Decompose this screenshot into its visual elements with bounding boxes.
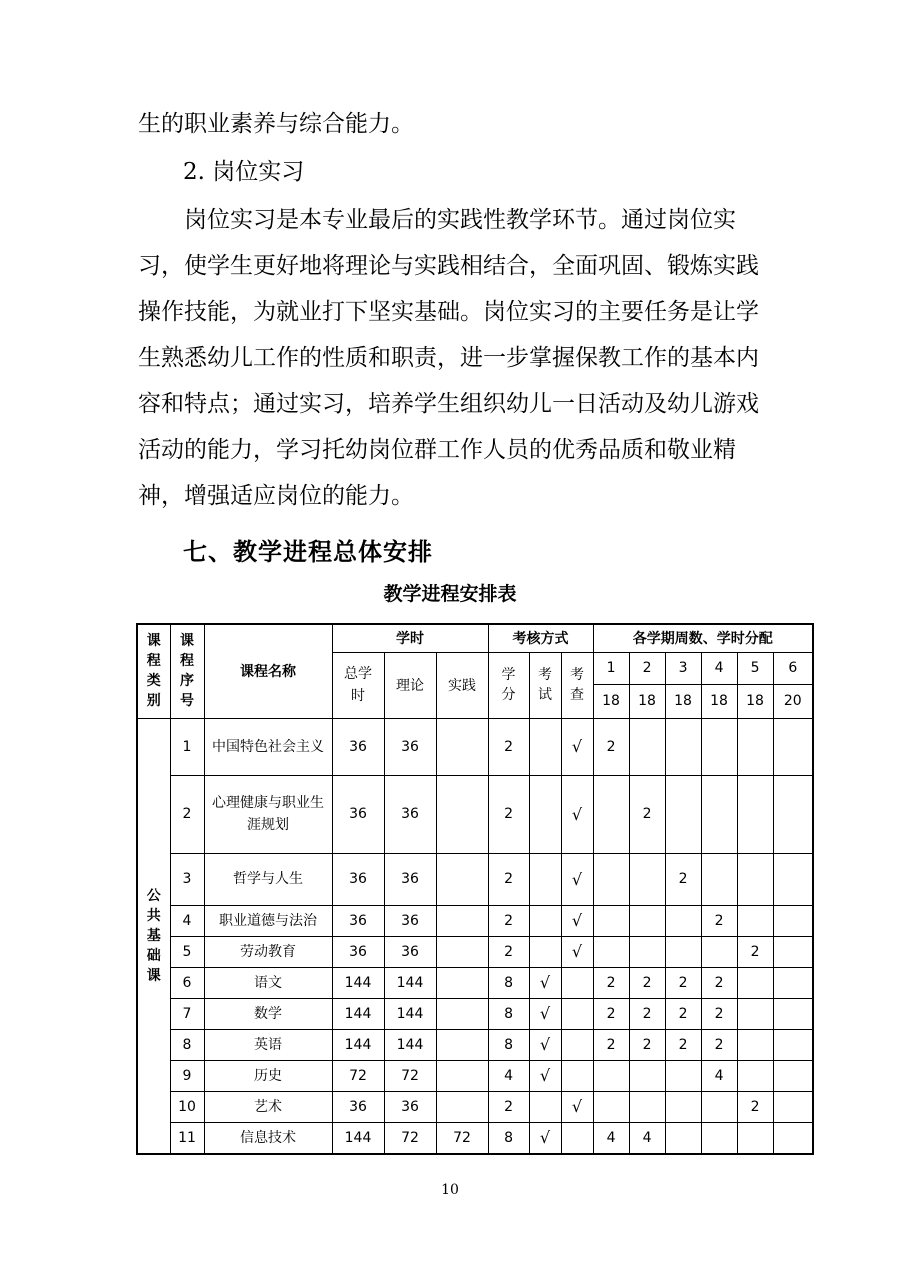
semester-hours-cell (629, 936, 665, 967)
total-hours-cell: 36 (332, 905, 384, 936)
course-number-cell: 11 (170, 1122, 204, 1154)
semester-hours-cell (629, 718, 665, 775)
theory-hours-cell: 36 (384, 853, 436, 905)
total-hours-cell: 72 (332, 1060, 384, 1091)
course-name: 心理健康与职业生涯规划 (212, 795, 324, 833)
semester-hours-cell (629, 1060, 665, 1091)
semester-hours-cell (773, 1091, 813, 1122)
total-hours-cell: 36 (332, 718, 384, 775)
total-hours-cell: 36 (332, 853, 384, 905)
course-name: 劳动教育 (240, 943, 296, 960)
semester-hours-cell (665, 1060, 701, 1091)
credits-cell: 8 (488, 998, 529, 1029)
check-cell: √ (561, 775, 593, 853)
semester-hours-cell: 2 (665, 1029, 701, 1060)
course-number-cell: 5 (170, 936, 204, 967)
semester-hours-cell (737, 1060, 773, 1091)
semester-number: 4 (701, 652, 737, 684)
table-title: 教学进程安排表 (383, 583, 517, 605)
practice-hours-cell (436, 998, 488, 1029)
header-assessment: 考核方式 (488, 624, 593, 652)
semester-hours-cell (773, 936, 813, 967)
course-number-cell: 3 (170, 853, 204, 905)
course-name-cell (204, 905, 332, 936)
semester-hours-cell (737, 1122, 773, 1154)
course-name: 中国特色社会主义 (212, 738, 324, 755)
semester-number: 5 (737, 652, 773, 684)
semester-hours-cell (773, 967, 813, 998)
practice-hours-cell (436, 936, 488, 967)
theory-hours-cell: 36 (384, 936, 436, 967)
course-name-cell (204, 775, 332, 853)
course-name-cell (204, 1091, 332, 1122)
semester-weeks: 18 (665, 684, 701, 718)
credits-cell: 2 (488, 1091, 529, 1122)
semester-hours-cell (629, 905, 665, 936)
course-name: 历史 (254, 1067, 282, 1084)
header-name: 课程名称 (204, 624, 332, 718)
semester-hours-cell: 2 (629, 998, 665, 1029)
semester-hours-cell (737, 718, 773, 775)
table-row (137, 905, 813, 936)
table-row (137, 1029, 813, 1060)
total-hours-cell: 144 (332, 998, 384, 1029)
category-cell (137, 718, 170, 1154)
semester-weeks: 18 (629, 684, 665, 718)
semester-hours-cell (701, 1122, 737, 1154)
check-cell (561, 1122, 593, 1154)
course-name: 哲学与人生 (233, 871, 303, 887)
semester-weeks: 20 (773, 684, 813, 718)
semester-hours-cell (593, 775, 629, 853)
course-name: 艺术 (254, 1098, 282, 1115)
semester-hours-cell (737, 967, 773, 998)
semester-hours-cell (665, 775, 701, 853)
semester-hours-cell (737, 998, 773, 1029)
semester-hours-cell (701, 1091, 737, 1122)
header-category: 课程类别 (137, 624, 170, 718)
semester-hours-cell: 2 (665, 998, 701, 1029)
semester-hours-cell: 4 (701, 1060, 737, 1091)
semester-hours-cell (665, 1091, 701, 1122)
semester-hours-cell (701, 775, 737, 853)
total-hours-cell: 36 (332, 936, 384, 967)
intro-line: 生的职业素养与综合能力。 (138, 111, 414, 137)
total-hours-cell: 144 (332, 967, 384, 998)
semester-hours-cell (701, 718, 737, 775)
theory-hours-cell: 144 (384, 967, 436, 998)
semester-number: 1 (593, 652, 629, 684)
theory-hours-cell: 36 (384, 905, 436, 936)
semester-hours-cell (665, 936, 701, 967)
semester-hours-cell: 2 (593, 998, 629, 1029)
credits-cell: 2 (488, 905, 529, 936)
course-name: 语文 (254, 974, 282, 991)
semester-hours-cell: 2 (665, 967, 701, 998)
course-number-cell: 7 (170, 998, 204, 1029)
exam-cell: √ (529, 1122, 561, 1154)
check-cell (561, 998, 593, 1029)
semester-number: 3 (665, 652, 701, 684)
credits-cell: 2 (488, 775, 529, 853)
semester-hours-cell (593, 853, 629, 905)
practice-hours-cell (436, 905, 488, 936)
course-number-cell: 4 (170, 905, 204, 936)
semester-hours-cell (773, 775, 813, 853)
semester-number: 6 (773, 652, 813, 684)
credits-cell: 8 (488, 1029, 529, 1060)
exam-cell: √ (529, 967, 561, 998)
semester-hours-cell (773, 853, 813, 905)
semester-hours-cell: 2 (629, 1029, 665, 1060)
course-name-cell (204, 853, 332, 905)
semester-hours-cell (773, 1122, 813, 1154)
semester-number: 2 (629, 652, 665, 684)
table-row (137, 775, 813, 853)
semester-hours-cell (593, 1091, 629, 1122)
header-hours-total: 总学时 (332, 652, 384, 718)
total-hours-cell: 144 (332, 1122, 384, 1154)
section-paragraph: 岗位实习是本专业最后的实践性教学环节。通过岗位实习，使学生更好地将理论与实践相结合，全面巩固、锻炼实践操作技能，为就业打下坚实基础。岗位实习的主要任务是让学生熟悉幼儿工作的性质和职责，进一步掌握保教工作的基本内容和特点；通过实习，培养学生组织幼儿一日活动及幼儿游戏活动的能力，学习托幼岗位群工作人员的优秀品质和敬业精神，增强适应岗位的能力。 (138, 207, 759, 509)
category-label: 公共基础课 (146, 887, 161, 984)
semester-hours-cell (773, 998, 813, 1029)
header-number: 课程序号 (170, 624, 204, 718)
check-cell (561, 1060, 593, 1091)
theory-hours-cell: 36 (384, 1091, 436, 1122)
semester-hours-cell (701, 936, 737, 967)
table-row (137, 853, 813, 905)
credits-cell: 8 (488, 1122, 529, 1154)
header-check: 考查 (561, 652, 593, 718)
table-row (137, 998, 813, 1029)
check-cell (561, 1029, 593, 1060)
header-hours: 学时 (332, 624, 488, 652)
semester-weeks: 18 (701, 684, 737, 718)
course-name-cell (204, 1029, 332, 1060)
semester-weeks: 18 (737, 684, 773, 718)
practice-hours-cell (436, 967, 488, 998)
exam-cell: √ (529, 998, 561, 1029)
course-name: 职业道德与法治 (219, 912, 317, 929)
course-number-cell: 1 (170, 718, 204, 775)
course-number-cell: 8 (170, 1029, 204, 1060)
exam-cell (529, 936, 561, 967)
course-number-cell: 6 (170, 967, 204, 998)
semester-hours-cell (737, 905, 773, 936)
check-cell (561, 967, 593, 998)
practice-hours-cell (436, 853, 488, 905)
semester-hours-cell (773, 1029, 813, 1060)
course-name-cell (204, 1122, 332, 1154)
credits-cell: 8 (488, 967, 529, 998)
theory-hours-cell: 72 (384, 1060, 436, 1091)
theory-hours-cell: 144 (384, 1029, 436, 1060)
practice-hours-cell (436, 1091, 488, 1122)
semester-hours-cell (773, 718, 813, 775)
semester-hours-cell: 2 (701, 905, 737, 936)
semester-hours-cell: 2 (701, 967, 737, 998)
schedule-table (136, 623, 814, 1155)
semester-hours-cell: 2 (701, 1029, 737, 1060)
course-number-cell: 10 (170, 1091, 204, 1122)
exam-cell (529, 853, 561, 905)
semester-hours-cell (737, 775, 773, 853)
semester-hours-cell: 2 (737, 1091, 773, 1122)
semester-hours-cell (629, 853, 665, 905)
semester-hours-cell (593, 1060, 629, 1091)
table-row (137, 936, 813, 967)
semester-weeks: 18 (593, 684, 629, 718)
semester-hours-cell (593, 905, 629, 936)
theory-hours-cell: 72 (384, 1122, 436, 1154)
table-row (137, 1091, 813, 1122)
check-cell: √ (561, 936, 593, 967)
exam-cell (529, 718, 561, 775)
section-title: 2. 岗位实习 (183, 159, 305, 185)
semester-hours-cell: 2 (593, 1029, 629, 1060)
semester-hours-cell: 2 (665, 853, 701, 905)
table-header (137, 624, 813, 718)
table-row (137, 967, 813, 998)
semester-hours-cell (773, 1060, 813, 1091)
semester-hours-cell (737, 1029, 773, 1060)
header-hours-theory: 理论 (384, 652, 436, 718)
credits-cell: 2 (488, 936, 529, 967)
credits-cell: 4 (488, 1060, 529, 1091)
total-hours-cell: 144 (332, 1029, 384, 1060)
chapter-heading: 七、教学进程总体安排 (183, 538, 433, 566)
semester-hours-cell (593, 936, 629, 967)
credits-cell: 2 (488, 718, 529, 775)
semester-hours-cell: 4 (629, 1122, 665, 1154)
table-row (137, 718, 813, 775)
course-name-cell (204, 1060, 332, 1091)
practice-hours-cell (436, 775, 488, 853)
exam-cell (529, 905, 561, 936)
semester-hours-cell: 2 (701, 998, 737, 1029)
course-name: 信息技术 (240, 1129, 296, 1146)
course-name-cell (204, 936, 332, 967)
total-hours-cell: 36 (332, 1091, 384, 1122)
check-cell: √ (561, 853, 593, 905)
semester-hours-cell (629, 1091, 665, 1122)
course-name-cell (204, 998, 332, 1029)
practice-hours-cell (436, 718, 488, 775)
check-cell: √ (561, 1091, 593, 1122)
header-semesters: 各学期周数、学时分配 (593, 624, 813, 652)
exam-cell: √ (529, 1029, 561, 1060)
exam-cell (529, 775, 561, 853)
total-hours-cell: 36 (332, 775, 384, 853)
practice-hours-cell: 72 (436, 1122, 488, 1154)
course-name: 英语 (254, 1036, 282, 1053)
table-row (137, 1060, 813, 1091)
theory-hours-cell: 144 (384, 998, 436, 1029)
page-number: 10 (441, 1182, 459, 1198)
semester-hours-cell: 4 (593, 1122, 629, 1154)
exam-cell: √ (529, 1060, 561, 1091)
check-cell: √ (561, 905, 593, 936)
check-cell: √ (561, 718, 593, 775)
header-hours-practice: 实践 (436, 652, 488, 718)
semester-hours-cell (773, 905, 813, 936)
header-credits: 学分 (488, 652, 529, 718)
course-number-cell: 2 (170, 775, 204, 853)
semester-hours-cell (737, 853, 773, 905)
theory-hours-cell: 36 (384, 775, 436, 853)
credits-cell: 2 (488, 853, 529, 905)
practice-hours-cell (436, 1029, 488, 1060)
course-name-cell (204, 967, 332, 998)
course-number-cell: 9 (170, 1060, 204, 1091)
table-body (137, 718, 813, 1154)
table-row (137, 1122, 813, 1154)
exam-cell (529, 1091, 561, 1122)
course-name-cell (204, 718, 332, 775)
semester-hours-cell: 2 (629, 775, 665, 853)
theory-hours-cell: 36 (384, 718, 436, 775)
semester-hours-cell (665, 905, 701, 936)
header-exam: 考试 (529, 652, 561, 718)
semester-hours-cell (665, 1122, 701, 1154)
semester-hours-cell: 2 (629, 967, 665, 998)
semester-hours-cell: 2 (593, 967, 629, 998)
semester-hours-cell: 2 (737, 936, 773, 967)
semester-hours-cell (701, 853, 737, 905)
practice-hours-cell (436, 1060, 488, 1091)
semester-hours-cell: 2 (593, 718, 629, 775)
semester-hours-cell (665, 718, 701, 775)
course-name: 数学 (254, 1005, 282, 1022)
